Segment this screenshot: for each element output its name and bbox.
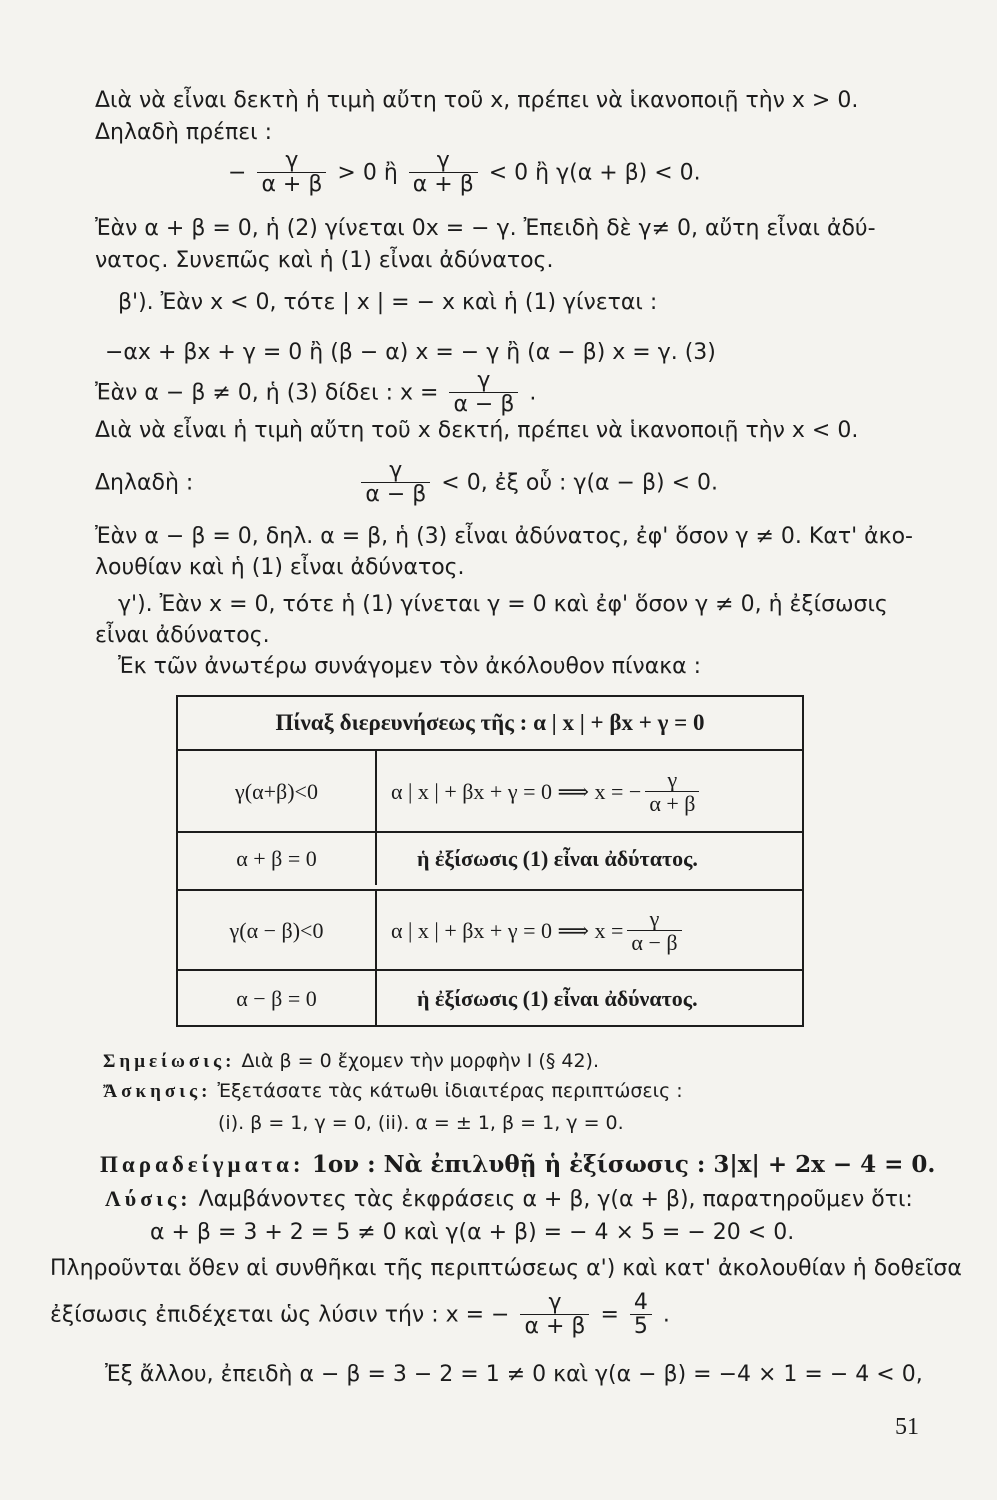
table-row [178, 889, 802, 971]
table-condition: α − β = 0 [236, 986, 317, 1011]
table-condition: γ(α − β)<0 [229, 918, 324, 943]
table-title: Πίναξ διερευνήσεως τῆς : α | x | + βx + γ = 0 [275, 710, 705, 735]
solution-line [105, 1184, 922, 1215]
fraction [409, 150, 478, 197]
equals-sign: = [600, 1302, 619, 1328]
equation-text: Δηλαδὴ : [95, 470, 194, 496]
table-condition: α + β = 0 [236, 846, 317, 871]
solution-text: ἐξίσωσις ἐπιδέχεται ὡς λύσιν τήν : x = − [50, 1302, 510, 1328]
table-row [178, 969, 802, 1027]
solution-label: Λύσις: [105, 1186, 192, 1211]
text-line: Ἐκ τῶν ἀνωτέρω συνάγομεν τὸν ἀκόλουθον πίνακα : [118, 654, 702, 679]
example-title: 1ον : Νὰ ἐπιλυθῇ ἡ ἐξίσωσις : 3|x| + 2x − 4 = 0. [311, 1151, 936, 1178]
note-label: Σημείωσις: [103, 1051, 236, 1072]
fraction-denominator: α + β [645, 791, 699, 816]
table-result: ἡ ἐξίσωσις (1) εἶναι ἀδύνατος. [375, 971, 802, 1027]
fraction-numerator: γ [389, 458, 403, 483]
note-text: Διὰ β = 0 ἔχομεν τὴν μορφὴν I (§ 42). [241, 1050, 599, 1072]
fraction [361, 460, 430, 507]
inequality-line [228, 150, 701, 197]
table-result [375, 891, 802, 971]
example-label: Παραδείγματα: [100, 1152, 305, 1177]
result-text: α | x | + βx + γ = 0 ⟹ x = − [391, 779, 642, 804]
fraction-numerator: γ [477, 368, 491, 393]
solution-line: Πληροῦνται ὅθεν αἱ συνθῆκαι τῆς περιπτώσεως α') καὶ κατ' ἀκολουθίαν ἡ δοθεῖσα [50, 1256, 962, 1281]
text-line: Διὰ νὰ εἶναι δεκτὴ ἡ τιμὴ αὔτη τοῦ x, πρέπει νὰ ἱκανοποιῇ τὴν x > 0. [95, 88, 859, 113]
fraction-denominator: α + β [520, 1314, 589, 1339]
fraction-numerator: γ [548, 1290, 562, 1315]
fraction [520, 1292, 589, 1339]
fraction-denominator: α − β [449, 392, 518, 417]
text-line: Ἐὰν α + β = 0, ἡ (2) γίνεται 0x = − γ. Ἐπειδὴ δὲ γ≠ 0, αὔτη εἶναι ἀδύ- [95, 216, 876, 241]
exercise-text: Ἐξετάσατε τὰς κάτωθι ἰδιαιτέρας περιπτώσεις : [217, 1080, 683, 1102]
table-condition: γ(α+β)<0 [235, 779, 318, 804]
equation-text: Ἐὰν α − β ≠ 0, ἡ (3) δίδει : x = [95, 380, 439, 406]
fraction-numerator: γ [436, 148, 450, 173]
table-result [375, 751, 802, 833]
solution-equation [50, 1292, 670, 1339]
note-line [103, 1046, 922, 1077]
fraction-numerator: γ [285, 148, 299, 173]
fraction-denominator: α + β [409, 172, 478, 197]
text-line: Δηλαδὴ πρέπει : [95, 120, 272, 145]
exercise-line [103, 1076, 922, 1107]
table-row [178, 831, 802, 885]
equation-line [95, 370, 536, 417]
solution-line: α + β = 3 + 2 = 5 ≠ 0 καὶ γ(α + β) = − 4 × 5 = − 20 < 0. [150, 1220, 795, 1245]
fraction [630, 1292, 652, 1339]
text-line: γ'). Ἐὰν x = 0, τότε ἡ (1) γίνεται γ = 0 καὶ ἐφ' ὅσον γ ≠ 0, ἡ ἐξίσωσις [118, 592, 888, 617]
fraction [257, 150, 326, 197]
exercise-label: Ἄσκησις: [103, 1081, 212, 1102]
table-result: ἡ ἐξίσωσις (1) εἶναι ἀδύτατος. [375, 833, 802, 885]
solution-line: Ἐξ ἄλλου, ἐπειδὴ α − β = 3 − 2 = 1 ≠ 0 καὶ γ(α − β) = −4 × 1 = − 4 < 0, [105, 1362, 923, 1387]
equation-line [95, 460, 718, 507]
solution-text: . [662, 1302, 670, 1328]
equation-line: −αx + βx + γ = 0 ἢ (β − α) x = − γ ἢ (α − β) x = γ. (3) [105, 340, 716, 365]
fraction-numerator: γ [667, 766, 678, 792]
text-line: Διὰ νὰ εἶναι ἡ τιμὴ αὔτη τοῦ x δεκτή, πρέπει νὰ ἱκανοποιῇ τὴν x < 0. [95, 418, 859, 443]
inequality-text: < 0 ἢ γ(α + β) < 0. [488, 160, 701, 186]
investigation-table [176, 695, 804, 1027]
fraction-denominator: α + β [257, 172, 326, 197]
fraction-denominator: α − β [361, 482, 430, 507]
example-heading [100, 1150, 936, 1180]
text-span: νατος. Συνεπῶς καὶ ἡ (1) εἶναι ἀδύνατος. [95, 248, 554, 273]
text-line: Ἐὰν α − β = 0, δηλ. α = β, ἡ (3) εἶναι ἀδύνατος, ἐφ' ὅσον γ ≠ 0. Κατ' ἀκο- [95, 524, 913, 549]
text-line: εἶναι ἀδύνατος. [95, 623, 270, 648]
fraction-denominator: α − β [627, 930, 681, 955]
text-line: λουθίαν καὶ ἡ (1) εἶναι ἀδύνατος. [95, 555, 465, 580]
fraction-denominator: 5 [630, 1314, 652, 1339]
minus-sign: − [228, 160, 247, 186]
inequality-text: > 0 ἢ [337, 160, 398, 186]
exercise-cases: (i). β = 1, γ = 0, (ii). α = ± 1, β = 1, γ = 0. [218, 1112, 624, 1134]
equation-text: . [529, 380, 537, 406]
table-row [178, 749, 802, 833]
fraction-numerator: 4 [633, 1290, 648, 1315]
result-text: α | x | + βx + γ = 0 ⟹ x = [391, 918, 624, 943]
page-number: 51 [895, 1414, 919, 1440]
text-line [95, 246, 922, 276]
fraction-numerator: γ [649, 905, 660, 931]
text-line: β'). Ἐὰν x < 0, τότε | x | = − x καὶ ἡ (1) γίνεται : [118, 290, 658, 315]
solution-text: Λαμβάνοντες τὰς ἐκφράσεις α + β, γ(α + β), παρατηροῦμεν ὅτι: [198, 1187, 913, 1212]
equation-text: < 0, ἐξ οὗ : γ(α − β) < 0. [441, 470, 719, 496]
fraction [449, 370, 518, 417]
fraction [645, 766, 699, 816]
fraction [627, 905, 681, 955]
